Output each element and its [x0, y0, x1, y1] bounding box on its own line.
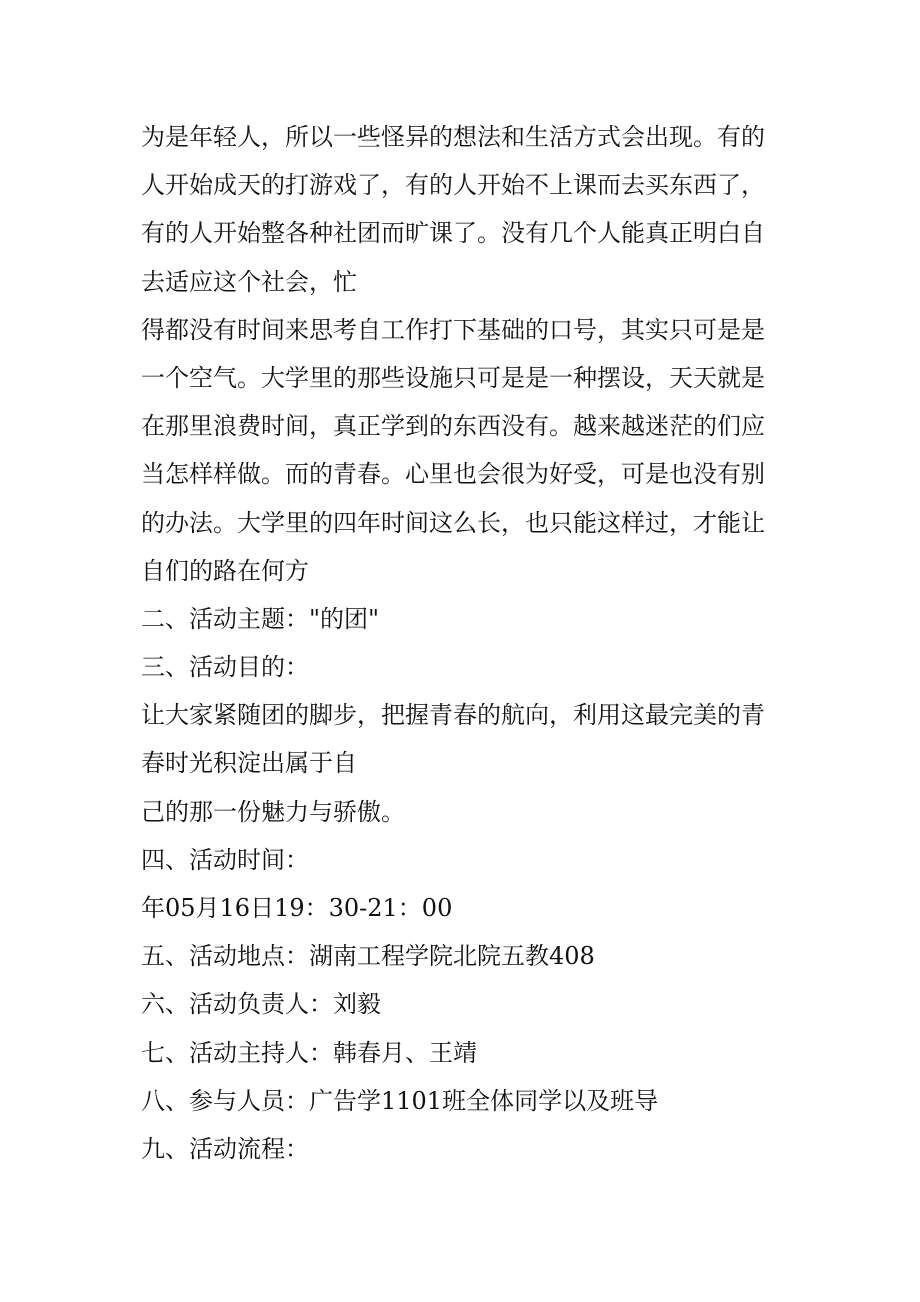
paragraph-line-1: 为是年轻人，所以一些怪异的想法和生活方式会出现。有的 — [141, 123, 765, 151]
paragraph-line-6: 一个空气。大学里的那些设施只可是是一种摆设，天天就是 — [141, 363, 765, 392]
purpose-line-3: 己的那一份魅力与骄傲。 — [141, 797, 405, 826]
section-heading-process: 九、活动流程： — [141, 1134, 309, 1163]
paragraph-line-7: 在那里浪费时间，真正学到的东西没有。越来越迷茫的们应 — [141, 412, 765, 441]
paragraph-line-5: 得都没有时间来思考自工作打下基础的口号，其实只可是是 — [141, 315, 765, 344]
section-heading-participants: 八、参与人员：广告学1101班全体同学以及班导 — [141, 1086, 659, 1115]
paragraph-line-4: 去适应这个社会，忙 — [141, 267, 357, 296]
document-body — [141, 113, 791, 1173]
section-heading-theme: 二、活动主题："的团" — [141, 604, 380, 633]
paragraph-line-3: 有的人开始整各种社团而旷课了。没有几个人能真正明白自 — [141, 219, 765, 248]
section-heading-leader: 六、活动负责人：刘毅 — [141, 990, 381, 1019]
section-heading-time: 四、活动时间： — [141, 845, 309, 874]
purpose-line-2: 春时光积淀出属于自 — [141, 749, 357, 778]
purpose-line-1: 让大家紧随团的脚步，把握青春的航向，利用这最完美的青 — [141, 701, 765, 730]
paragraph-line-2: 人开始成天的打游戏了，有的人开始不上课而去买东西了， — [141, 171, 765, 200]
section-heading-hosts: 七、活动主持人：韩春月、王靖 — [141, 1038, 477, 1067]
section-heading-location: 五、活动地点：湖南工程学院北院五教408 — [141, 942, 595, 971]
paragraph-line-8: 当怎样样做。而的青春。心里也会很为好受，可是也没有别 — [141, 460, 765, 489]
paragraph-line-10: 自们的路在何方 — [141, 556, 309, 585]
paragraph-line-9: 的办法。大学里的四年时间这么长，也只能这样过，才能让 — [141, 508, 765, 537]
section-heading-purpose: 三、活动目的： — [141, 653, 309, 682]
activity-time-value: 年05月16日19：30-21：00 — [141, 894, 453, 922]
